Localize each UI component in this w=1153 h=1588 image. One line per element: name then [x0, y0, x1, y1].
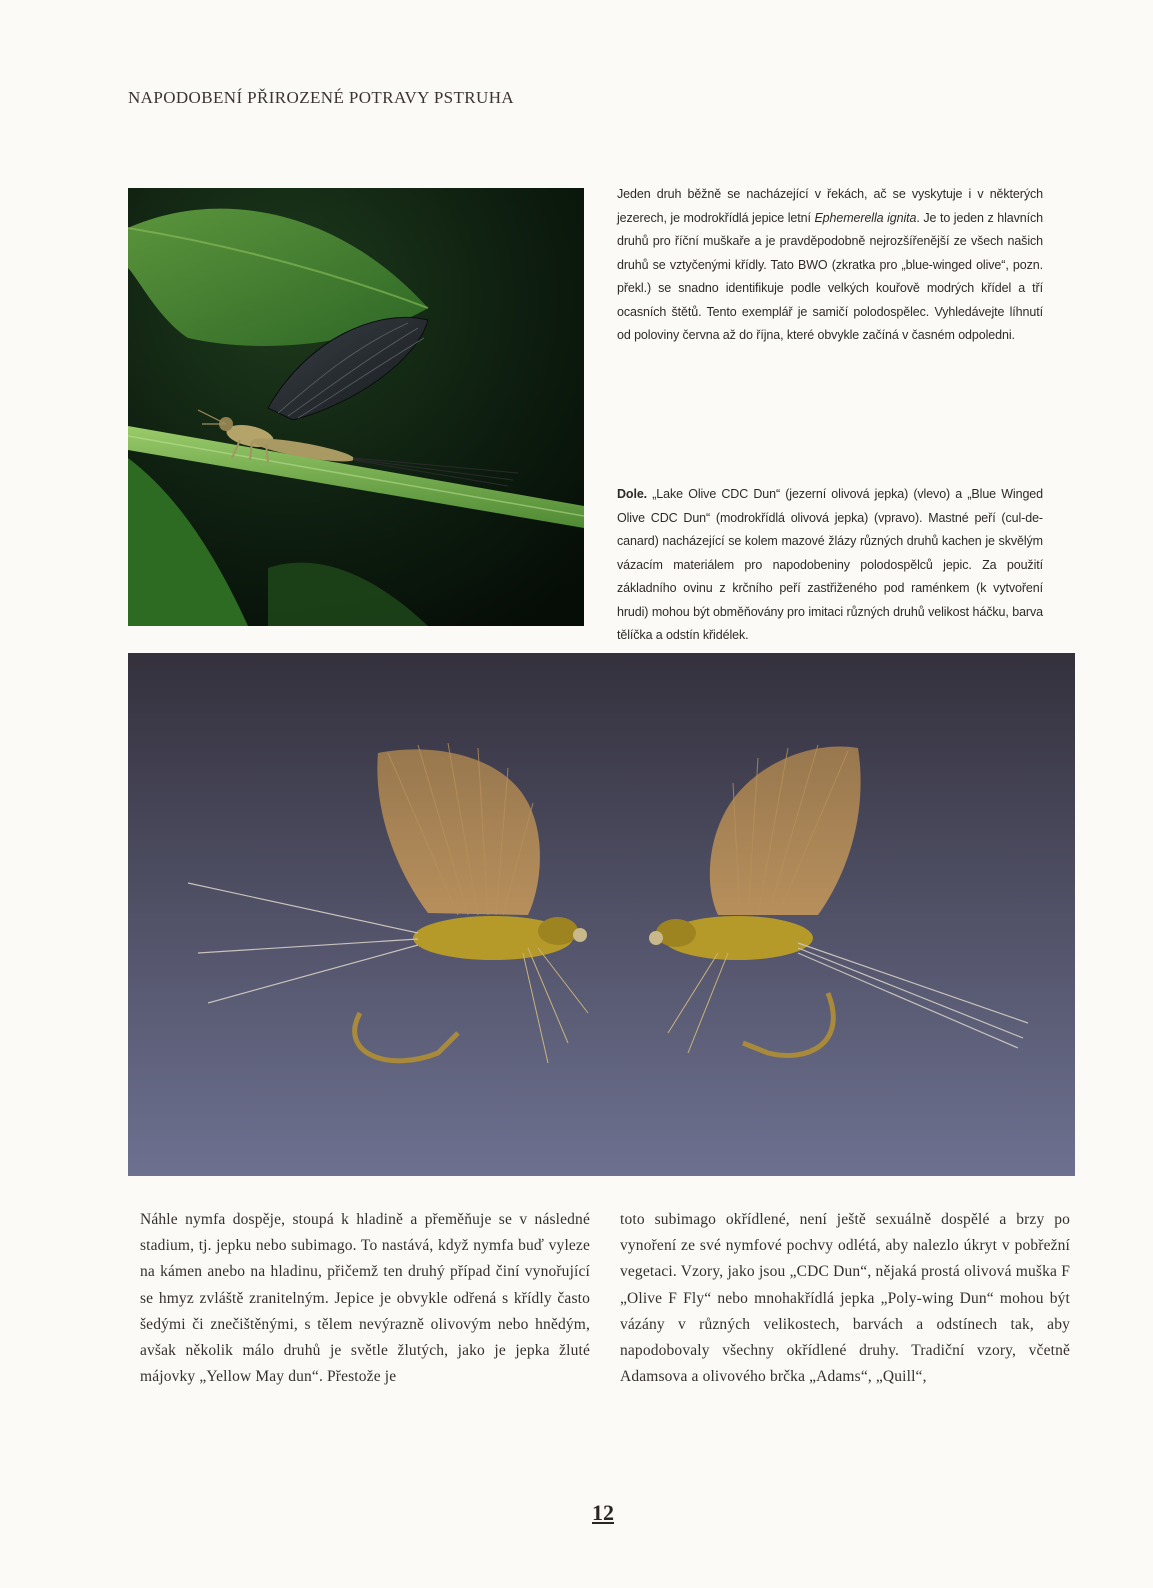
body-text-left: Náhle nymfa dospěje, stoupá k hladině a přeměňuje se v následné stadium, tj. jepku nebo subimago. To nastává, když nymfa buď vyleze na kámen anebo na hladinu, přičemž ten druhý případ činí vynořující se hmyz zvláště zranitelným. Jepice je obvykle odřená s křídly často šedými či znečištěnými, s tělem nevýrazně olivovým nebo hnědým, avšak několik málo druhů je světle žlutých, jako je jepka žluté májovky „Yellow May dun“. Přestože je [140, 1211, 590, 1386]
caption-flies-lead: Dole. [617, 487, 648, 501]
caption-mayfly-text-2: . Je to jeden z hlavních druhů pro říční muškaře a je pravděpodobně nejrozšířenější ze všech našich druhů se vztyčenými křídly. Tato BWO (zkratka pro „blue-winged olive“, pozn. překl.) se snadno identifikuje podle velkých kouřově modrých křídel a tří ocasních štětů. Tento exemplář je samičí polodospělec. Vyhledávejte líhnutí od poloviny června až do října, které obvykle začíná v časném odpoledni. [617, 210, 1043, 342]
mayfly-photo [128, 188, 584, 626]
page-number: 12 [592, 1500, 614, 1525]
caption-mayfly-text-1: Jeden druh běžně se nacházející v řekách, ač se vyskytuje i v některých jezerech, je modrokřídlá jepice letní [617, 187, 1043, 225]
caption-mayfly-species: Ephemerella ignita [814, 210, 917, 225]
cdc-dun-flies-photo [128, 653, 1075, 1176]
running-head: NAPODOBENÍ PŘIROZENÉ POTRAVY PSTRUHA [128, 88, 515, 107]
caption-flies-text: „Lake Olive CDC Dun“ (jezerní olivová jepka) (vlevo) a „Blue Winged Olive CDC Dun“ (modrokřídlá olivová jepka) (vpravo). Mastné peří (cul-de-canard) nacházející se kolem mazové žlázy různých druhů kachen je skvělým vázacím materiálem pro napodobeniny polodospělců jepic. Za použití základního ovinu z krčního peří zastřiženého pod raménkem (k vytvoření hrudi) mohou být obměňovány pro imitaci různých druhů velikost háčku, barva tělíčka a odstín křidélek. [617, 487, 1043, 642]
caption-flies [617, 483, 1043, 648]
body-text-right: toto subimago okřídlené, není ještě sexuálně dospělé a brzy po vynoření ze své nymfové pochvy odlétá, aby nalezlo úkryt v pobřežní vegetaci. Vzory, jako jsou „CDC Dun“, nějaká prostá olivová muška F „Olive F Fly“ nebo mnohakřídlá jepka „Poly-wing Dun“ mohou být vázány v různých velikostech, barvách a odstínech tak, aby napodobovaly všechny okřídlené druhy. Tradiční vzory, včetně Adamsova a olivového brčka „Adams“, „Quill“, [620, 1211, 1070, 1386]
caption-mayfly [617, 183, 1043, 348]
